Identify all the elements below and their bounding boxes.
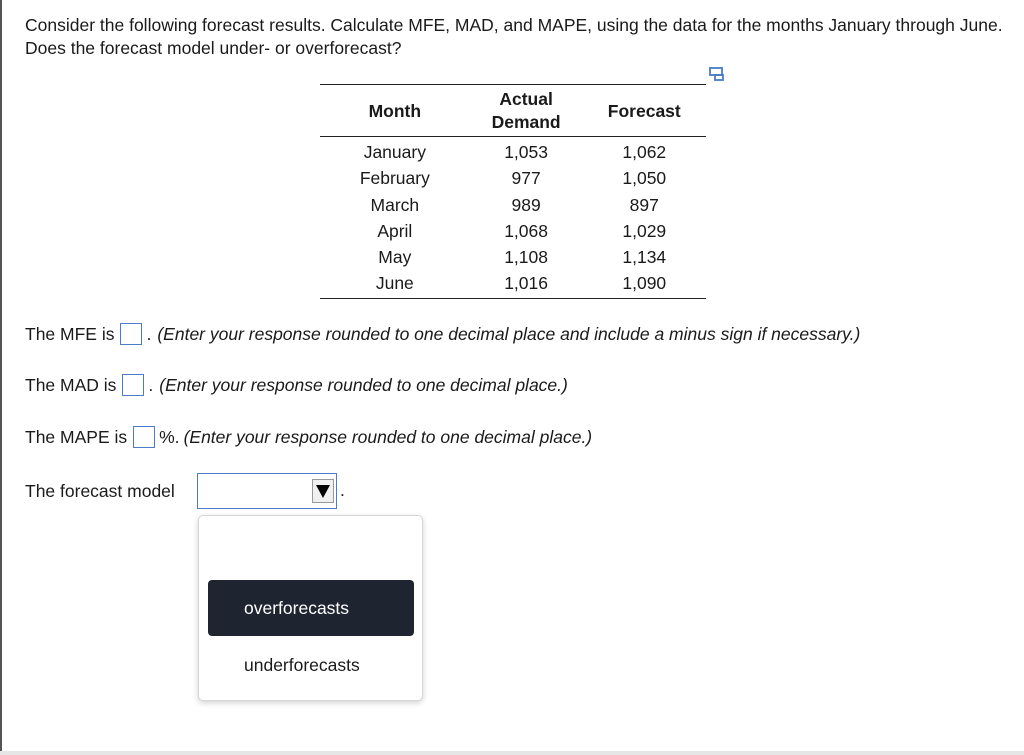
mad-answer-row bbox=[25, 373, 568, 397]
mfe-suffix: . bbox=[146, 324, 152, 344]
table-row bbox=[320, 218, 706, 244]
header-forecast: Forecast bbox=[583, 85, 706, 137]
dropdown-arrow-icon[interactable] bbox=[312, 479, 334, 503]
mape-suffix: %. bbox=[159, 427, 180, 447]
cell-forecast: 1,090 bbox=[583, 270, 706, 298]
cell-month: February bbox=[359, 168, 430, 189]
table-header-row bbox=[320, 85, 706, 137]
cell-forecast: 1,134 bbox=[622, 247, 667, 268]
mad-input[interactable] bbox=[122, 374, 144, 396]
forecast-model-period: . bbox=[340, 480, 345, 500]
option-underforecasts[interactable]: underforecasts bbox=[244, 654, 360, 675]
forecast-model-label: The forecast model bbox=[25, 481, 175, 501]
mape-hint: (Enter your response rounded to one decimal place.) bbox=[183, 427, 593, 447]
mad-hint: (Enter your response rounded to one decimal place.) bbox=[159, 375, 568, 395]
cell-actual: 1,068 bbox=[504, 220, 548, 241]
cell-actual: 1,016 bbox=[470, 270, 583, 298]
forecast-model-select[interactable] bbox=[197, 473, 337, 509]
table-row bbox=[320, 270, 706, 298]
mfe-label: The MFE is bbox=[25, 324, 115, 344]
question-text: Consider the following forecast results. Calculate MFE, MAD, and MAPE, using the data for the months January through June. Does the forecast model under- or overforecast? bbox=[25, 15, 1003, 58]
table-row bbox=[320, 244, 706, 270]
cell-month: January bbox=[363, 142, 426, 162]
mad-suffix: . bbox=[148, 375, 154, 395]
cell-forecast: 1,050 bbox=[622, 168, 667, 189]
table-row bbox=[320, 192, 706, 218]
header-actual-demand: Actual Demand bbox=[470, 85, 583, 137]
copy-icon[interactable] bbox=[709, 67, 725, 81]
page-left-border bbox=[0, 0, 2, 755]
mad-label: The MAD is bbox=[25, 375, 117, 395]
cell-actual: 989 bbox=[511, 194, 541, 215]
mape-label: The MAPE is bbox=[25, 427, 128, 447]
bottom-border bbox=[0, 751, 1024, 755]
mfe-answer-row bbox=[25, 322, 860, 346]
cell-month: April bbox=[377, 220, 413, 241]
cell-forecast: 897 bbox=[629, 194, 659, 215]
mape-answer-row bbox=[25, 425, 592, 449]
forecast-data-table bbox=[320, 84, 706, 299]
cell-month: May bbox=[378, 247, 412, 268]
cell-forecast: 1,062 bbox=[622, 142, 667, 162]
option-overforecasts[interactable]: overforecasts bbox=[208, 580, 414, 636]
cell-month: June bbox=[320, 270, 470, 298]
header-month: Month bbox=[320, 85, 470, 137]
forecast-model-dropdown-menu bbox=[198, 515, 423, 701]
table-row bbox=[320, 165, 706, 191]
mfe-input[interactable] bbox=[120, 323, 142, 345]
cell-actual: 977 bbox=[511, 168, 541, 189]
table-row bbox=[320, 137, 706, 166]
cell-forecast: 1,029 bbox=[622, 220, 667, 241]
mfe-hint: (Enter your response rounded to one decimal place and include a minus sign if necessary.) bbox=[157, 324, 861, 344]
cell-actual: 1,053 bbox=[504, 142, 548, 162]
cell-month: March bbox=[370, 194, 420, 215]
mape-input[interactable] bbox=[133, 426, 155, 448]
cell-actual: 1,108 bbox=[504, 247, 548, 268]
